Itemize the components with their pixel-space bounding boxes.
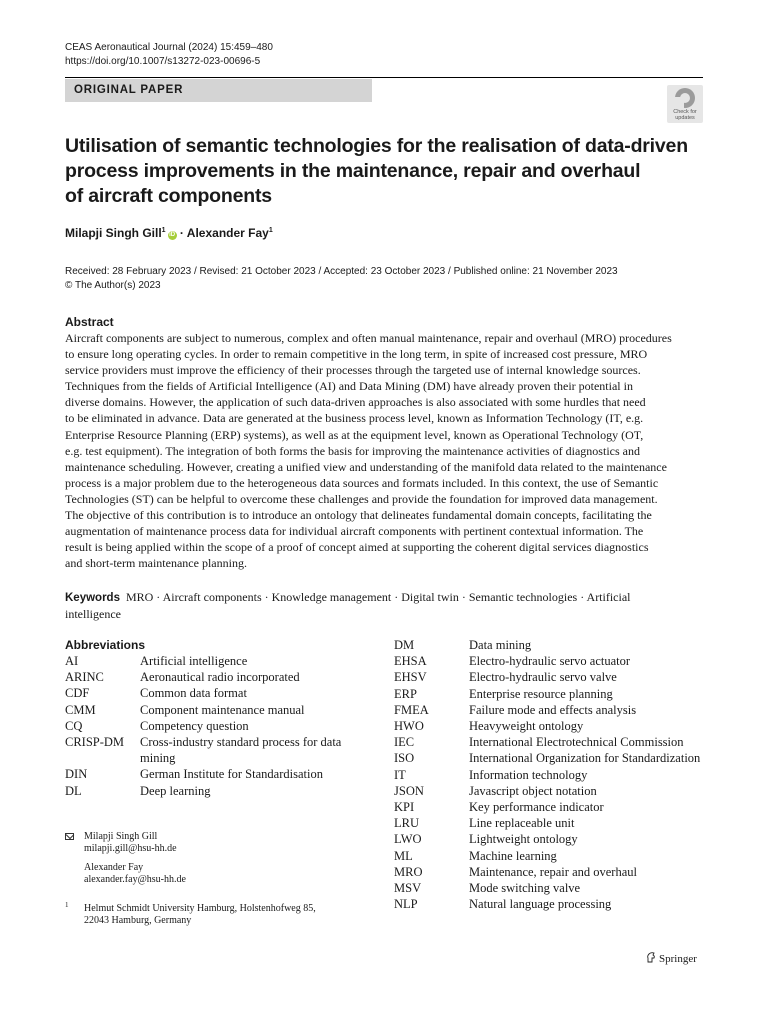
abbreviation-definition: Machine learning xyxy=(469,848,557,863)
abbreviations-table-left xyxy=(65,653,365,799)
abbreviation-term: CRISP-DM xyxy=(65,735,125,750)
abstract-line: Techniques from the fields of Artificial Intelligence (AI) and Data Mining (DM) have already proven their potential in xyxy=(65,379,633,394)
paper-title xyxy=(65,134,688,209)
check-for-updates-badge[interactable] xyxy=(667,85,703,123)
springer-horse-icon xyxy=(646,952,656,963)
contact-name: Milapji Singh Gill xyxy=(84,831,158,842)
abstract-line: result is being applied within the scope of a proof of concept aimed at supporting the coherent digital services diagnostics xyxy=(65,540,649,555)
abbreviation-row xyxy=(65,685,365,701)
abbreviation-definition: Heavyweight ontology xyxy=(469,719,584,734)
affiliation-marker: 1 xyxy=(268,227,273,234)
history-dates: Received: 28 February 2023 / Revised: 21 October 2023 / Accepted: 23 October 2023 / Published online: 21 November 2023 xyxy=(65,266,618,277)
abstract-line: augmentation of maintenance process data for individual aircraft components with pertinent contextual information. The xyxy=(65,524,644,539)
abbreviation-term: ARINC xyxy=(65,670,104,685)
header-rule xyxy=(65,77,703,78)
abbreviation-term: DL xyxy=(65,783,82,798)
abbreviation-term: FMEA xyxy=(394,702,429,717)
abbreviation-definition: International Electrotechnical Commission xyxy=(469,735,684,750)
abstract-body xyxy=(65,330,705,571)
abbreviation-row xyxy=(394,880,709,896)
abbreviation-row xyxy=(394,734,709,750)
abstract-heading: Abstract xyxy=(65,315,114,329)
abbreviation-row xyxy=(394,831,709,847)
abbreviation-row xyxy=(394,896,709,912)
abbreviation-definition: Cross-industry standard process for data mining xyxy=(140,735,342,766)
abbreviation-definition: Electro-hydraulic servo actuator xyxy=(469,654,631,669)
section-label: ORIGINAL PAPER xyxy=(65,79,372,102)
abstract-line: to ensure long operating cycles. In order to remain competitive in the long term, in spite of increased cost pressure, MRO xyxy=(65,347,648,362)
abbreviation-definition: Mode switching valve xyxy=(469,881,581,896)
abbreviation-definition: Artificial intelligence xyxy=(140,654,248,668)
abbreviation-term: DIN xyxy=(65,767,88,782)
abbreviation-row xyxy=(394,669,709,685)
abbreviation-definition: German Institute for Standardisation xyxy=(140,767,323,782)
abbreviation-term: IEC xyxy=(394,735,415,750)
keywords-list: MRO · Aircraft components · Knowledge management · Digital twin · Semantic technologies · Artificial xyxy=(125,590,631,604)
doi-link[interactable]: https://doi.org/10.1007/s13272-023-00696-5 xyxy=(65,55,261,67)
orcid-icon[interactable]: iD xyxy=(169,232,176,238)
author-separator: · xyxy=(176,226,187,240)
abbreviation-term: EHSV xyxy=(394,670,427,685)
abbreviation-row xyxy=(394,686,709,702)
abbreviation-definition: Competency question xyxy=(140,718,249,733)
affiliation xyxy=(84,903,316,928)
abbreviation-row xyxy=(394,718,709,734)
journal-citation: CEAS Aeronautical Journal (2024) 15:459–480 xyxy=(65,42,273,53)
contact-email[interactable]: alexander.fay@hsu-hh.de xyxy=(84,873,186,885)
abbreviation-row xyxy=(65,669,365,685)
abbreviation-row xyxy=(394,767,709,783)
abbreviation-row xyxy=(394,799,709,815)
abbreviation-definition: Information technology xyxy=(469,767,588,782)
abbreviation-row xyxy=(394,864,709,880)
abbreviation-definition: Natural language processing xyxy=(469,897,612,912)
abstract-line: The objective of this contribution is to introduce an ontology that delineates fundamental domain concepts, facilitating the xyxy=(65,508,652,523)
abbreviation-term: CDF xyxy=(65,686,90,701)
affiliation-line: Helmut Schmidt University Hamburg, Holstenhofweg 85, xyxy=(84,903,316,914)
abbreviation-term: MSV xyxy=(394,881,422,896)
envelope-icon xyxy=(65,833,74,840)
abbreviation-term: EHSA xyxy=(394,654,427,669)
affiliation-marker: 1 xyxy=(161,227,166,234)
correspondence-block xyxy=(65,831,316,927)
abbreviation-row xyxy=(65,734,365,766)
abbreviation-definition: Aeronautical radio incorporated xyxy=(140,670,300,685)
abbreviation-row xyxy=(394,750,709,766)
abbreviation-term: KPI xyxy=(394,800,415,815)
check-updates-label-1: Check for xyxy=(673,109,697,115)
publisher-name: Springer xyxy=(659,953,697,965)
copyright-line: © The Author(s) 2023 xyxy=(65,279,161,291)
author-list xyxy=(65,226,273,240)
abbreviation-term: JSON xyxy=(394,783,424,798)
abbreviation-row xyxy=(394,653,709,669)
abbreviation-definition: Key performance indicator xyxy=(469,800,604,815)
abbreviation-term: ML xyxy=(394,848,413,863)
abbreviation-row xyxy=(394,637,709,653)
abstract-line: Aircraft components are subject to numerous, complex and often manual maintenance, repair and overhaul (MRO) procedures xyxy=(65,331,672,345)
keywords-list-continued: intelligence xyxy=(65,607,121,621)
abbreviation-row xyxy=(65,653,365,669)
abbreviations-heading: Abbreviations xyxy=(65,638,146,652)
abbreviations-table-right xyxy=(394,637,709,912)
check-for-updates-icon xyxy=(675,88,695,108)
abbreviation-term: HWO xyxy=(394,719,424,734)
abbreviation-row xyxy=(65,702,365,718)
abbreviation-row xyxy=(394,702,709,718)
abbreviation-definition: Common data format xyxy=(140,686,247,701)
abbreviation-term: CQ xyxy=(65,718,83,733)
abbreviation-term: IT xyxy=(394,767,406,782)
abstract-line: to be eliminated in advance. Data are generated at the business process level, known as Information Technology (IT, e.g. xyxy=(65,411,644,426)
abbreviation-term: ISO xyxy=(394,751,415,766)
abbreviation-definition: Deep learning xyxy=(140,783,211,798)
abstract-line: and short-term maintenance planning. xyxy=(65,556,247,571)
author-name[interactable]: Milapji Singh Gill xyxy=(65,226,162,240)
abbreviation-term: NLP xyxy=(394,897,418,912)
title-line: Utilisation of semantic technologies for the realisation of data-driven xyxy=(65,135,688,157)
abstract-line: diverse domains. However, the application of such data-driven approaches is also associated with some hurdles that need xyxy=(65,395,646,410)
abbreviation-definition: Javascript object notation xyxy=(469,783,597,798)
abbreviation-row xyxy=(65,783,365,799)
abbreviation-term: DM xyxy=(394,638,415,652)
check-updates-label-2: updates xyxy=(675,115,695,121)
title-line: process improvements in the maintenance, repair and overhaul xyxy=(65,160,641,182)
publisher-logo xyxy=(646,952,697,965)
abbreviation-row xyxy=(65,718,365,734)
abstract-line: service providers must improve the efficiency of their processes through the targeted use of internal knowledge sources. xyxy=(65,363,641,378)
abstract-line: Enterprise Resource Planning (ERP) systems), as well as at the equipment level, known as Operational Technology (OT, xyxy=(65,427,644,442)
title-line: of aircraft components xyxy=(65,185,272,207)
abbreviation-definition: International Organization for Standardization xyxy=(469,751,701,766)
publication-history xyxy=(65,265,618,292)
abbreviation-row xyxy=(65,766,365,782)
contact-email[interactable]: milapji.gill@hsu-hh.de xyxy=(84,843,177,855)
abbreviation-row xyxy=(394,848,709,864)
abbreviation-definition: Data mining xyxy=(469,638,532,652)
abbreviation-definition: Enterprise resource planning xyxy=(469,686,613,701)
abbreviation-term: MRO xyxy=(394,864,423,879)
abstract-line: process is a major problem due to the heterogeneous data sources and formats included. In this context, the use of Semantic xyxy=(65,475,659,490)
abbreviation-row xyxy=(394,815,709,831)
author-name[interactable]: Alexander Fay xyxy=(186,226,269,240)
abstract-line: Technologies (ST) can be helpful to overcome these challenges and provide the foundation for improved data management. xyxy=(65,491,658,506)
contact-name: Alexander Fay xyxy=(84,861,144,873)
abbreviation-definition: Failure mode and effects analysis xyxy=(469,702,637,717)
keywords-block xyxy=(65,589,631,622)
abstract-line: maintenance scheduling. However, creating a unified view and understanding of the manifold data related to the maintenance xyxy=(65,459,667,474)
abbreviation-term: CMM xyxy=(65,702,96,717)
abbreviation-term: ERP xyxy=(394,686,417,701)
abstract-line: e.g. test equipment). The integration of both forms the basis for improving the maintenance activities of diagnostics and xyxy=(65,443,640,458)
abbreviation-definition: Maintenance, repair and overhaul xyxy=(469,864,637,879)
abbreviation-definition: Component maintenance manual xyxy=(140,702,305,717)
affiliation-line: 22043 Hamburg, Germany xyxy=(84,915,192,927)
keywords-label: Keywords xyxy=(65,592,120,604)
abbreviation-definition: Lightweight ontology xyxy=(469,832,578,847)
journal-citation-block xyxy=(65,41,273,68)
abbreviation-term: LWO xyxy=(394,832,422,847)
affiliation-number: 1 xyxy=(65,901,69,909)
abbreviation-term: LRU xyxy=(394,816,419,831)
abbreviation-term: AI xyxy=(65,654,79,668)
abbreviation-row xyxy=(394,783,709,799)
abbreviation-definition: Line replaceable unit xyxy=(469,816,575,831)
abbreviation-definition: Electro-hydraulic servo valve xyxy=(469,670,617,685)
